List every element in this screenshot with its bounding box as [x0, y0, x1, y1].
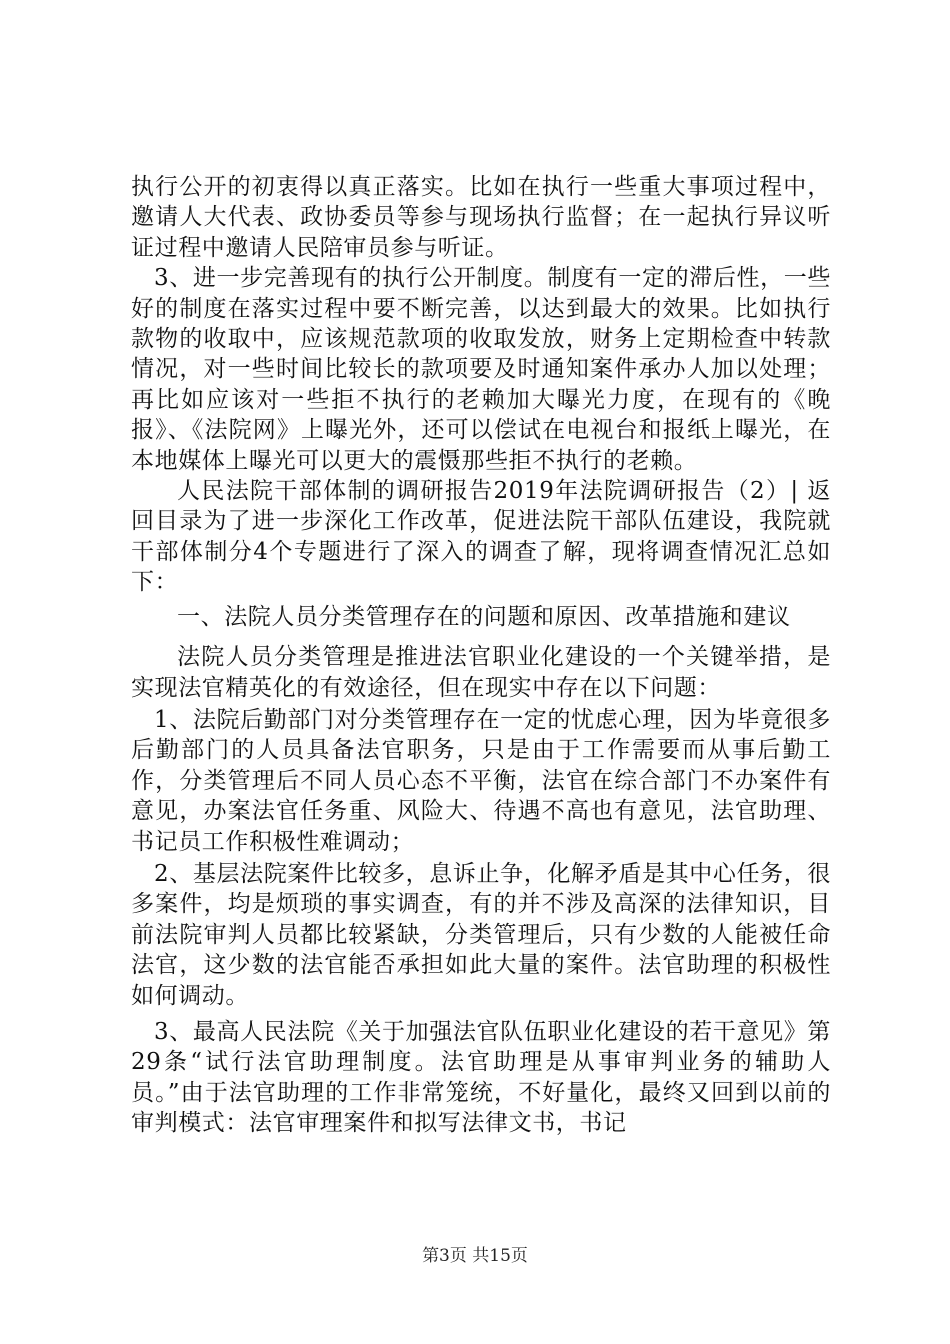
paragraph-issue-2: 2、基层法院案件比较多，息诉止争，化解矛盾是其中心任务，很多案件，均是烦琐的事实调查，有的并不涉及高深的法律知识，目前法院审判人员都比较紧缺，分类管理后，只有少数的人能被任命法官，这少数的法官能否承担如此大量的案件。法官助理的积极性如何调动。: [131, 860, 831, 1009]
paragraph-improve-openness-system: 3、进一步完善现有的执行公开制度。制度有一定的滞后性，一些好的制度在落实过程中要不断完善，以达到最大的效果。比如执行款物的收取中，应该规范款项的收取发放，财务上定期检查中转款情况，对一些时间比较长的款项要及时通知案件承办人加以处理；再比如应该对一些拒不执行的老赖加大曝光力度，在现有的《晚报》、《法院网》上曝光外，还可以偿试在电视台和报纸上曝光，在本地媒体上曝光可以更大的震慑那些拒不执行的老赖。: [131, 265, 831, 474]
section-heading-classification-management: 一、法院人员分类管理存在的问题和原因、改革措施和建议: [177, 603, 791, 630]
paragraph-issue-1: 1、法院后勤部门对分类管理存在一定的忧虑心理，因为毕竟很多后勤部门的人员具备法官职务，只是由于工作需要而从事后勤工作，分类管理后不同人员心态不平衡，法官在综合部门不办案件有意见，办案法官任务重、风险大、待遇不高也有意见，法官助理、书记员工作积极性难调动；: [131, 706, 831, 855]
document-body: [131, 172, 831, 1139]
paragraph-issue-3: 3、最高人民法院《关于加强法官队伍职业化建设的若干意见》第29条“试行法官助理制度。法官助理是从事审判业务的辅助人员。”由于法官助理的工作非常笼统，不好量化，最终又回到以前的审判模式：法官审理案件和拟写法律文书，书记: [131, 1018, 831, 1137]
paragraph-report-introduction: 人民法院干部体制的调研报告2019年法院调研报告（2）| 返回目录为了进一步深化工作改革，促进法院干部队伍建设，我院就干部体制分4个专题进行了深入的调查了解，现将调查情况汇总如下：: [131, 478, 831, 596]
paragraph-classification-overview: 法院人员分类管理是推进法官职业化建设的一个关键举措，是实现法官精英化的有效途径，但在现实中存在以下问题：: [131, 644, 831, 701]
paragraph-execution-openness-continued: 执行公开的初衷得以真正落实。比如在执行一些重大事项过程中，邀请人大代表、政协委员等参与现场执行监督；在一起执行异议听证过程中邀请人民陪审员参与听证。: [131, 174, 831, 261]
page-number-footer: 第3页 共15页: [422, 1246, 528, 1266]
